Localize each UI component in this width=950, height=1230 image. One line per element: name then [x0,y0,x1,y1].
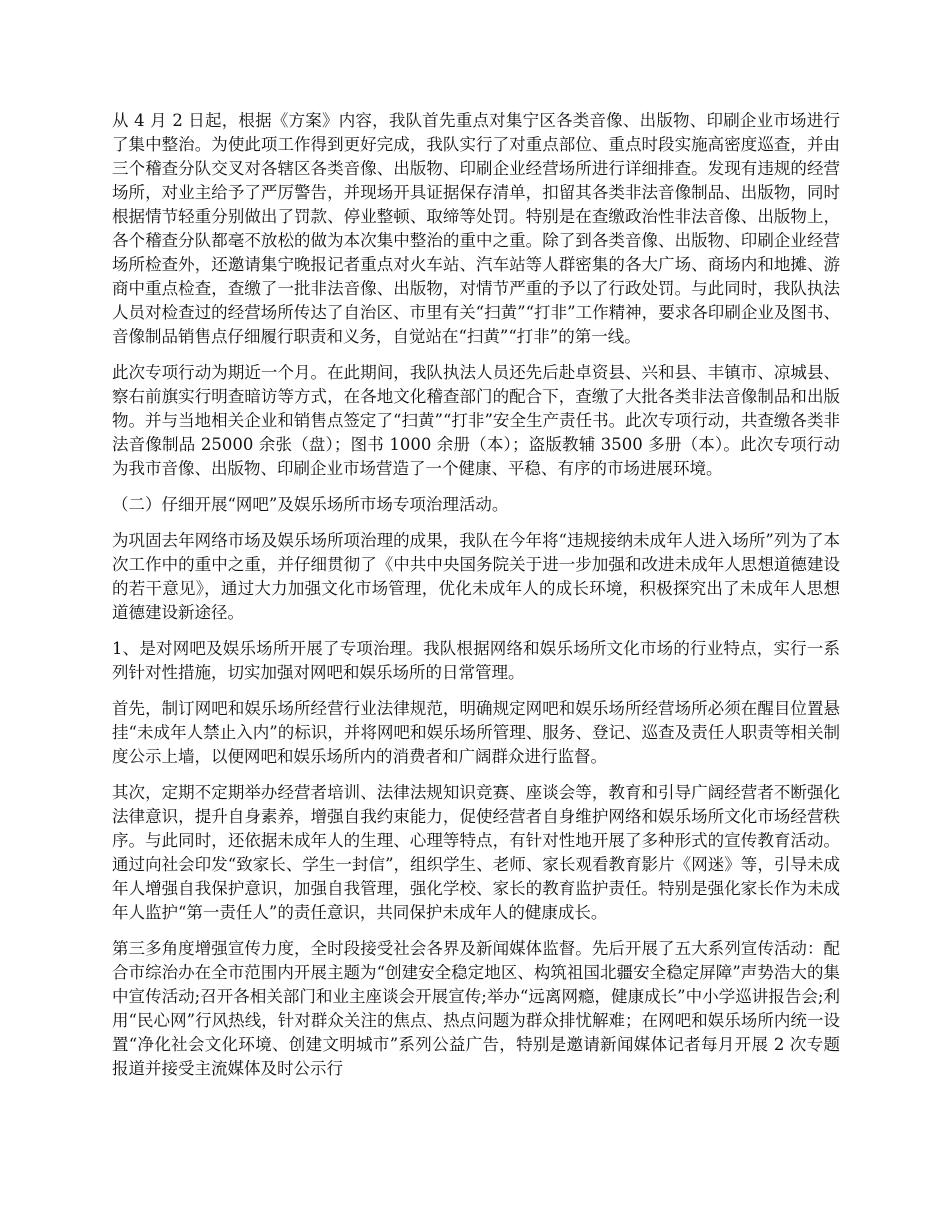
paragraph-audio-video-rectification: 从 4 月 2 日起，根据《方案》内容，我队首先重点对集宁区各类音像、出版物、印刷企业市场进行了集中整治。为使此项工作得到更好完成，我队实行了对重点部位、重点时段实施高密度巡查，并由三个稽查分队交叉对各辖区各类音像、出版物、印刷企业经营场所进行详细排查。发现有违规的经营场所，对业主给予了严厉警告，并现场开具证据保存清单，扣留其各类非法音像制品、出版物，同时根据情节轻重分别做出了罚款、停业整顿、取缔等处罚。特别是在查缴政治性非法音像、出版物上，各个稽查分队都毫不放松的做为本次集中整治的重中之重。除了到各类音像、出版物、印刷企业经营场所检查外，还邀请集宁晚报记者重点对火车站、汽车站等人群密集的各大广场、商场内和地摊、游商中重点检查，查缴了一批非法音像、出版物，对情节严重的予以了行政处罚。与此同时，我队执法人员对检查过的经营场所传达了自治区、市里有关“扫黄”“打非”工作精神，要求各印刷企业及图书、音像制品销售点仔细履行职责和义务，自觉站在“扫黄”“打非”的第一线。 [112,111,840,346]
document-body [112,109,840,1093]
paragraph-first-regulations: 首先，制订网吧和娱乐场所经营行业法律规范，明确规定网吧和娱乐场所经营场所必须在醒目位置悬挂“未成年人禁止入内”的标识，并将网吧和娱乐场所管理、服务、登记、巡查及责任人职责等相关制度公示上墙，以便网吧和娱乐场所内的消费者和广阔群众进行监督。 [112,699,840,766]
paragraph-second-training: 其次，定期不定期举办经营者培训、法律法规知识竞赛、座谈会等，教育和引导广阔经营者不断强化法律意识，提升自身素养，增强自我约束能力，促使经营者自身维护网络和娱乐场所文化市场经营秩序。与此同时，还依据未成年人的生理、心理等特点，有针对性地开展了多种形式的宣传教育活动。通过向社会印发“致家长、学生一封信”，组织学生、老师、家长观看教育影片《网迷》等，引导未成年人增强自我保护意识，加强自我管理，强化学校、家长的教育监护责任。特别是强化家长作为未成年人监护“第一责任人”的责任意识，共同保护未成年人的健康成长。 [112,783,840,922]
paragraph-consolidate-results: 为巩固去年网络市场及娱乐场所项治理的成果，我队在今年将“违规接纳未成年人进入场所”列为了本次工作中的重中之重，并仔细贯彻了《中共中央国务院关于进一步加强和改进未成年人思想道德建设的若干意见》，通过大力加强文化市场管理，优化未成年人的成长环境，积极探究出了未成年人思想道德建设新途径。 [112,531,840,622]
section-heading-internet-cafe: （二）仔细开展“网吧”及娱乐场所市场专项治理活动。 [112,495,509,514]
paragraph-third-publicity: 第三多角度增强宣传力度，全时段接受社会各界及新闻媒体监督。先后开展了五大系列宣传活动：配合市综治办在全市范围内开展主题为“创建安全稳定地区、构筑祖国北疆安全稳定屏障”声势浩大的集中宣传活动;召开各相关部门和业主座谈会开展宣传;举办“远离网瘾，健康成长”中小学巡讲报告会;利用“民心网”行风热线，针对群众关注的焦点、热点问题为群众排忧解难；在网吧和娱乐场所内统一设置“净化社会文化环境、创建文明城市”系列公益广告，特别是邀请新闻媒体记者每月开展 2 次专题报道并接受主流媒体及时公示行 [112,939,840,1078]
paragraph-special-action-results: 此次专项行动为期近一个月。在此期间，我队执法人员还先后赴卓资县、兴和县、丰镇市、凉城县、察右前旗实行明查暗访等方式，在各地文化稽查部门的配合下，查缴了大批各类非法音像制品和出版物。并与当地相关企业和销售点签定了“扫黄”“打非”安全生产责任书。此次专项行动，共查缴各类非法音像制品 25000 余张（盘）；图书 1000 余册（本）；盗版教辅 3500 多册（本）。此次专项行动为我市音像、出版物、印刷企业市场营造了一个健康、平稳、有序的市场进展环境。 [112,363,840,478]
paragraph-special-governance: 1、是对网吧及娱乐场所开展了专项治理。我队根据网络和娱乐场所文化市场的行业特点，实行一系列针对性措施，切实加强对网吧和娱乐场所的日常管理。 [112,639,840,682]
